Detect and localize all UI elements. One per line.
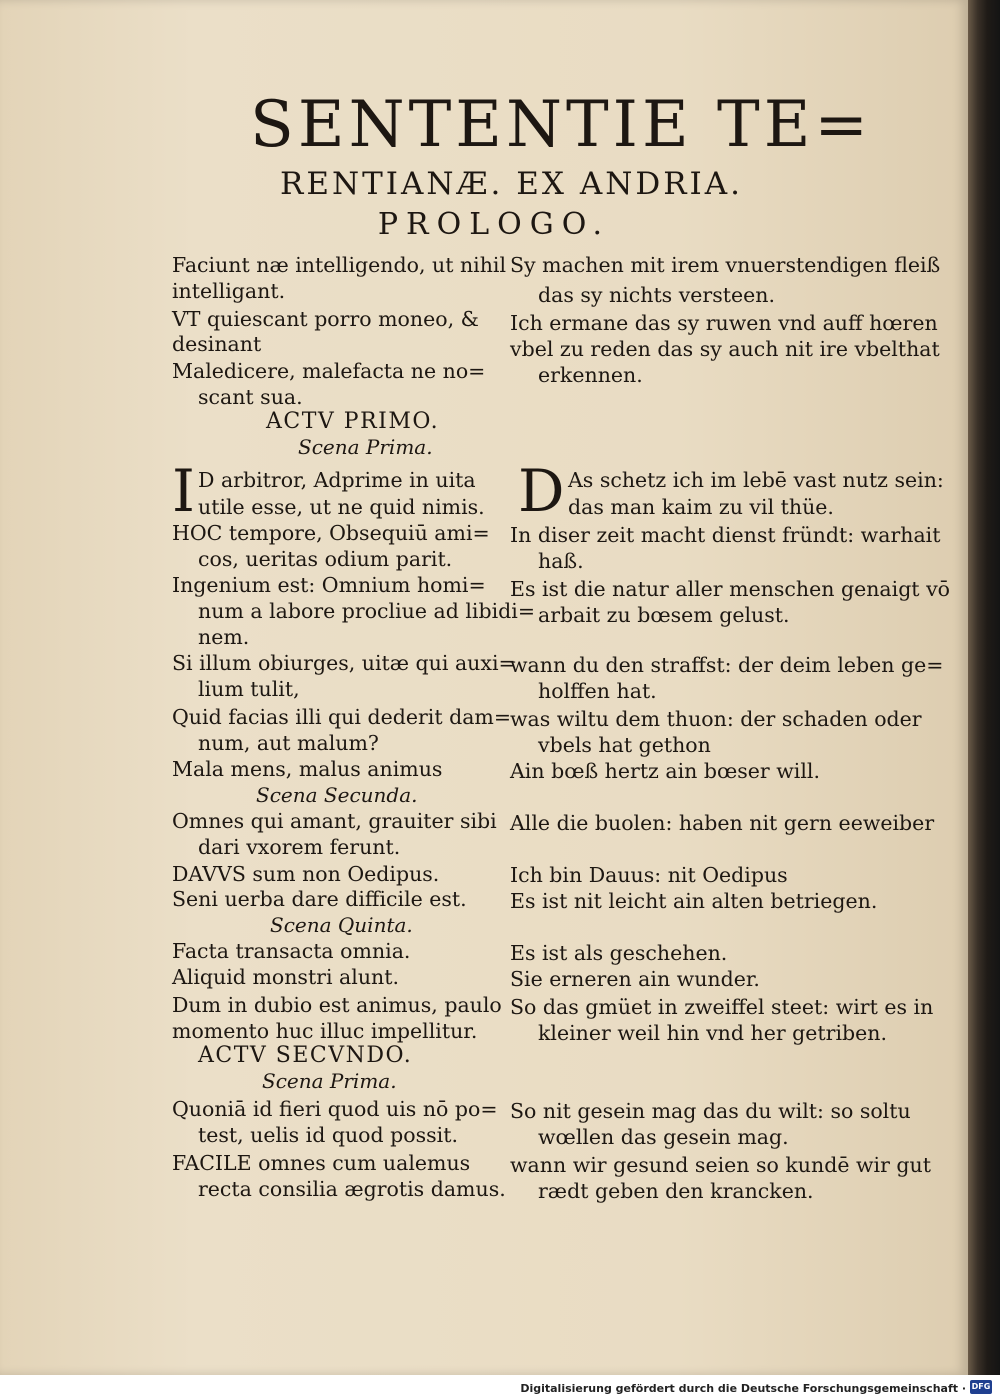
section-scena-prima: Scena Prima. <box>298 435 433 459</box>
title-line-3: PROLOGO. <box>377 207 611 242</box>
german-line: Ich bin Dauus: nit Oedipus <box>510 863 788 887</box>
german-line: In diser zeit macht dienst fründt: warhait <box>510 523 941 547</box>
latin-line: test, uelis id quod possit. <box>198 1123 458 1147</box>
german-line: arbait zu bœsem gelust. <box>538 603 790 627</box>
latin-line: Faciunt næ intelligendo, ut nihil <box>172 253 507 277</box>
latin-line: intelligant. <box>172 279 286 303</box>
german-line: Sy machen mit irem vnuerstendigen fleiß <box>510 253 941 277</box>
latin-line: momento huc illuc impellitur. <box>172 1019 478 1043</box>
latin-line: recta consilia ægrotis damus. <box>198 1177 506 1201</box>
german-line: vbel zu reden das sy auch nit ire vbelthat <box>510 337 940 361</box>
section-scena-quinta: Scena Quinta. <box>270 913 413 937</box>
latin-line: Aliquid monstri alunt. <box>172 965 399 989</box>
latin-line: Si illum obiurges, uitæ qui auxi= <box>172 651 516 675</box>
german-line: das sy nichts versteen. <box>538 283 775 307</box>
latin-line: Omnes qui amant, grauiter sibi <box>172 809 497 833</box>
latin-line: Mala mens, malus animus <box>172 757 443 781</box>
german-line: Ich ermane das sy ruwen vnd auff hœren <box>510 311 938 335</box>
dfg-logo: DFG <box>970 1380 992 1394</box>
latin-line: desinant <box>172 332 262 356</box>
section-actu-primo: ACTV PRIMO. <box>266 409 440 434</box>
section-actu-secundo: ACTV SECVNDO. <box>198 1043 413 1068</box>
section-scena-prima-2: Scena Prima. <box>262 1069 397 1093</box>
german-line: kleiner weil hin vnd her getriben. <box>538 1021 888 1045</box>
latin-line: scant sua. <box>198 385 303 409</box>
german-line: vbels hat gethon <box>538 733 711 757</box>
latin-line: D arbitror, Adprime in uita <box>198 468 476 492</box>
german-line: Es ist die natur aller menschen genaigt vō <box>510 577 950 601</box>
german-line: Es ist nit leicht ain alten betriegen. <box>510 889 878 913</box>
latin-line: num, aut malum? <box>198 731 379 755</box>
latin-line: Facta transacta omnia. <box>172 939 411 963</box>
german-line: Ain bœß hertz ain bœser will. <box>510 759 820 783</box>
page-gutter-edge <box>968 0 1000 1375</box>
latin-line: nem. <box>198 625 250 649</box>
section-scena-secunda: Scena Secunda. <box>256 783 418 807</box>
latin-line: Quid facias illi qui dederit dam= <box>172 705 512 729</box>
latin-line: lium tulit, <box>198 677 300 701</box>
latin-line: utile esse, ut ne quid nimis. <box>198 495 485 519</box>
title-line-1: SENTENTIE TE= <box>250 88 873 162</box>
german-line: So das gmüet in zweiffel steet: wirt es in <box>510 995 934 1019</box>
german-line: Sie erneren ain wunder. <box>510 967 760 991</box>
german-line: Es ist als geschehen. <box>510 941 728 965</box>
german-line: wann du den straffst: der deim leben ge= <box>510 653 944 677</box>
german-line: was wiltu dem thuon: der schaden oder <box>510 707 922 731</box>
latin-line: HOC tempore, Obsequiū ami= <box>172 521 490 545</box>
german-line: rædt geben den krancken. <box>538 1179 814 1203</box>
latin-line: dari vxorem ferunt. <box>198 835 401 859</box>
footer-credit: Digitalisierung gefördert durch die Deutsche Forschungsgemeinschaft · <box>520 1382 966 1395</box>
drop-cap-german: D <box>518 457 565 525</box>
latin-line: num a labore procliue ad libidi= <box>198 599 536 623</box>
latin-line: DAVVS sum non Oedipus. <box>172 862 440 886</box>
german-line: wœllen das gesein mag. <box>538 1125 789 1149</box>
german-line: holffen hat. <box>538 679 657 703</box>
latin-line: cos, ueritas odium parit. <box>198 547 453 571</box>
latin-line: VT quiescant porro moneo, & <box>172 307 479 331</box>
latin-line: Dum in dubio est animus, paulo <box>172 993 502 1017</box>
german-line: erkennen. <box>538 363 643 387</box>
german-line: Alle die buolen: haben nit gern eeweiber <box>510 811 935 835</box>
german-line: So nit gesein mag das du wilt: so soltu <box>510 1099 911 1123</box>
latin-line: Ingenium est: Omnium homi= <box>172 573 486 597</box>
german-line: das man kaim zu vil thüe. <box>568 495 834 519</box>
latin-line: FACILE omnes cum ualemus <box>172 1151 471 1175</box>
german-line: As schetz ich im lebē vast nutz sein: <box>568 468 944 492</box>
german-line: wann wir gesund seien so kundē wir gut <box>510 1153 931 1177</box>
drop-cap-latin: I <box>172 457 195 525</box>
latin-line: Quoniā id fieri quod uis nō po= <box>172 1097 498 1121</box>
latin-line: Seni uerba dare difficile est. <box>172 887 467 911</box>
german-line: haß. <box>538 549 584 573</box>
title-line-2: RENTIANÆ. EX ANDRIA. <box>280 166 744 202</box>
latin-line: Maledicere, malefacta ne no= <box>172 359 486 383</box>
